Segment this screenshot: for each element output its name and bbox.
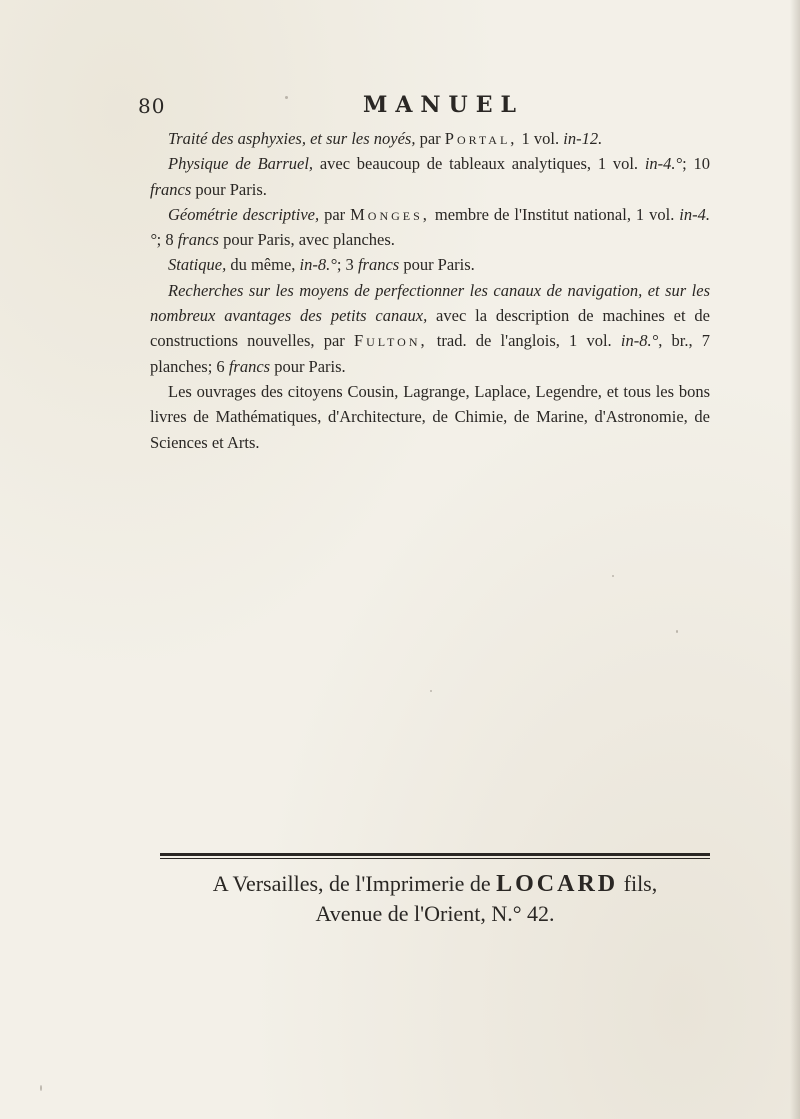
paper-speck <box>612 575 614 577</box>
imprint-line-2: Avenue de l'Orient, N.° 42. <box>315 901 555 926</box>
entry-traite-asphyxies <box>150 126 710 151</box>
imprint-rule-thick <box>160 853 710 856</box>
page-number: 80 <box>138 94 166 118</box>
entry-tail: pour Paris. <box>399 255 475 275</box>
entry-title: Géométrie descriptive, <box>168 204 320 224</box>
entry-ouvrages-citoyens: Les ouvrages des citoyens Cousin, Lagrange, Laplace, Legendre, et tous les bons livres de Mathématiques, d'Architecture, de Chimie, de Marine, d'Astronomie, de Sciences et Arts. <box>150 381 710 452</box>
entry-price: francs <box>357 255 400 275</box>
entry-price: francs <box>228 356 271 376</box>
entry-details: ; 10 <box>682 154 710 174</box>
entry-format: in-12. <box>563 129 603 148</box>
page-header <box>138 92 698 126</box>
entry-title: Recherches sur les moyens de perfectionner les canaux de navigation, et sur les nombreux avantages des petits canaux, <box>150 280 710 326</box>
entry-details: trad. de l'anglois, 1 vol. <box>427 331 621 351</box>
imprint-line-1 <box>160 869 710 899</box>
imprint-place: A Versailles, de l'Imprimerie de <box>212 871 497 896</box>
entry-text: du même, <box>226 255 300 275</box>
catalogue-entries <box>150 126 710 455</box>
entry-title: Traité des asphyxies, et sur les noyés, <box>168 129 416 148</box>
entry-title: Physique de Barruel, <box>168 154 314 174</box>
entry-text: avec beaucoup de tableaux analytiques, 1 vol. <box>313 154 645 174</box>
entry-author: Portal, <box>444 129 518 148</box>
entry-author: Fulton, <box>353 331 428 351</box>
entry-author: Monges, <box>350 204 430 224</box>
entry-price: francs <box>177 230 219 250</box>
paper-speck <box>430 690 432 692</box>
entry-format: in-4.° <box>644 154 683 174</box>
entry-mid: , br., 7 planches; 6 <box>150 331 711 376</box>
entry-format: in-8.° <box>299 255 337 275</box>
entry-statique <box>150 252 710 277</box>
entry-recherches-canaux <box>150 278 710 379</box>
entry-title: Statique, <box>168 255 227 275</box>
entry-details: ; 3 <box>336 255 358 275</box>
entry-physique-barruel <box>150 151 710 202</box>
entry-format: in-4.° <box>150 204 711 250</box>
entry-text: par <box>415 129 445 148</box>
entry-mid: ; 8 <box>156 230 178 250</box>
imprint-suffix: fils, <box>618 871 658 896</box>
entry-details: membre de l'Institut national, 1 vol. <box>429 204 680 224</box>
entry-text: avec la description de machines et de constructions nouvelles, par <box>150 306 710 351</box>
entry-price: francs <box>150 179 192 199</box>
imprint <box>160 869 710 929</box>
entry-geometrie-descriptive <box>150 202 710 253</box>
paper-speck <box>285 96 288 99</box>
paper-speck <box>40 1085 42 1091</box>
entry-tail: pour Paris. <box>270 356 346 376</box>
paper-speck <box>676 630 678 633</box>
page-edge-shadow <box>790 0 800 1119</box>
imprint-rule-thin <box>160 858 710 859</box>
running-title: MANUEL <box>363 92 524 118</box>
entry-tail: pour Paris, avec planches. <box>218 230 395 250</box>
entry-tail: pour Paris. <box>191 179 267 199</box>
entry-text: par <box>319 204 351 224</box>
entry-format: in-8.° <box>620 331 659 351</box>
entry-details: 1 vol. <box>517 129 564 148</box>
imprint-printer: LOCARD <box>496 871 619 897</box>
